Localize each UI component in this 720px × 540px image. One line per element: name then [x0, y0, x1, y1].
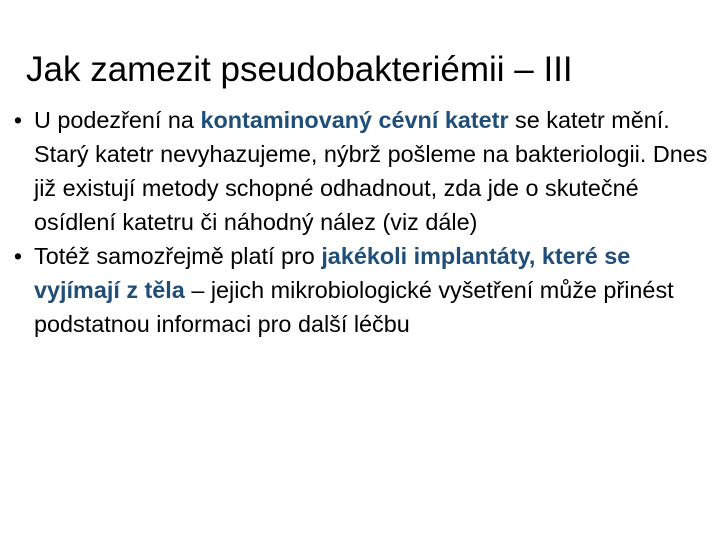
bullet-highlight: kontaminovaný cévní katetr	[200, 107, 509, 133]
bullet-marker: •	[13, 243, 23, 269]
bullet-marker: •	[13, 107, 23, 133]
bullet-list	[8, 103, 708, 341]
slide-title: Jak zamezit pseudobakteriémii – III	[26, 50, 573, 89]
bullet-text-before: Totéž samozřejmě platí pro	[34, 243, 322, 269]
bullet-text-after: – jejich mikrobiologické vyšetření může přinést podstatnou informaci pro další léčbu	[34, 277, 674, 337]
bullet-highlight: jakékoli implantáty, které se vyjímají z těla	[34, 243, 631, 303]
bullet-item-catheter	[8, 103, 708, 239]
bullet-text-after: se katetr mění. Starý katetr nevyhazujeme, nýbrž pošleme na bakteriologii. Dnes již existují metody schopné odhadnout, zda jde o skutečné osídlení katetru či náhodný nález (viz dále)	[34, 107, 708, 235]
bullet-text-before: U podezření na	[34, 107, 201, 133]
bullet-item-implants	[8, 239, 708, 341]
